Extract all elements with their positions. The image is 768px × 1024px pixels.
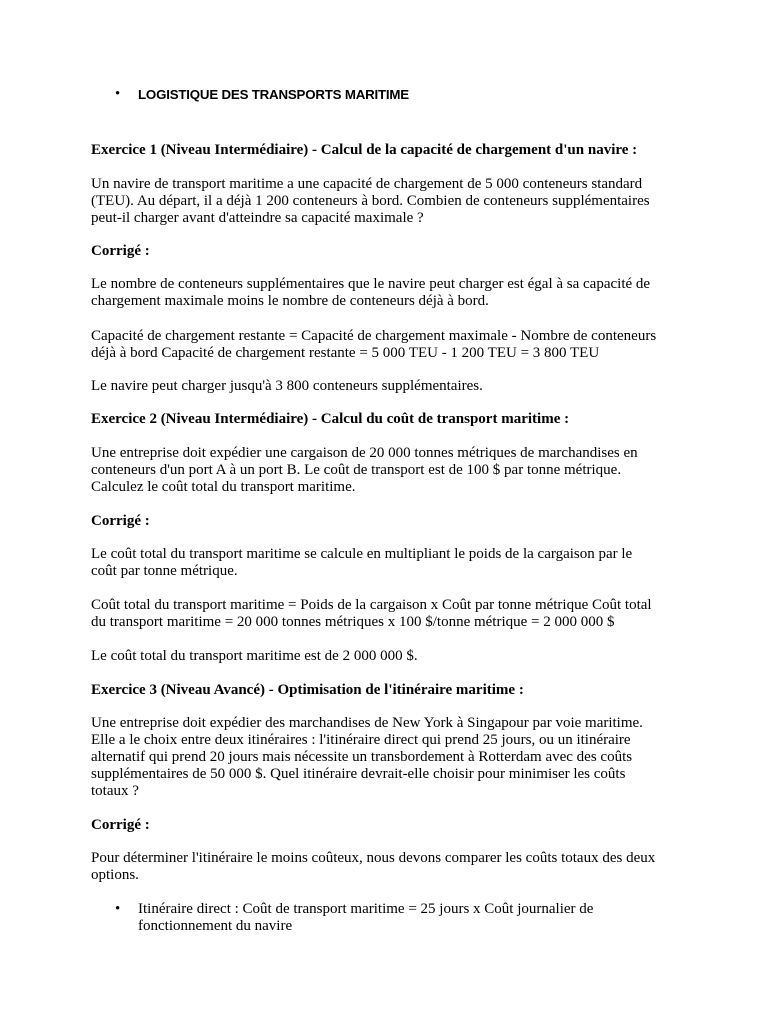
text-line: Le navire peut charger jusqu'à 3 800 conteneurs supplémentaires. xyxy=(91,378,483,394)
exercise-1-solution-paragraph xyxy=(91,328,691,362)
exercise-2-title: Exercice 2 (Niveau Intermédiaire) - Calcul du coût de transport maritime : xyxy=(91,411,570,427)
main-heading: LOGISTIQUE DES TRANSPORTS MARITIME xyxy=(138,87,409,102)
exercise-3-statement xyxy=(91,715,691,800)
bullet-dot: • xyxy=(115,901,121,917)
text-line: du transport maritime = 20 000 tonnes métriques x 100 $/tonne métrique = 2 000 000 $ xyxy=(91,614,615,630)
text-line: Itinéraire direct : Coût de transport maritime = 25 jours x Coût journalier de xyxy=(138,901,594,917)
exercise-2-solution-paragraph xyxy=(91,597,691,631)
text-line: Un navire de transport maritime a une capacité de chargement de 5 000 conteneurs standard xyxy=(91,176,643,192)
bullet-dot: • xyxy=(115,86,121,102)
text-line: conteneurs d'un port A à un port B. Le coût de transport est de 100 $ par tonne métrique. xyxy=(91,462,622,478)
text-line: totaux ? xyxy=(91,783,139,799)
exercise-3-title: Exercice 3 (Niveau Avancé) - Optimisation de l'itinéraire maritime : xyxy=(91,682,524,698)
exercise-3-solution-paragraph xyxy=(91,850,691,884)
text-line: Le coût total du transport maritime est de 2 000 000 $. xyxy=(91,648,418,664)
text-line: Une entreprise doit expédier des marchandises de New York à Singapour par voie maritime. xyxy=(91,715,643,731)
text-line: fonctionnement du navire xyxy=(138,918,293,934)
exercise-2-solution-paragraph xyxy=(91,648,691,665)
text-line: Une entreprise doit expédier une cargaison de 20 000 tonnes métriques de marchandises en xyxy=(91,445,638,461)
exercise-1-solution-paragraph xyxy=(91,378,691,395)
text-line: Le nombre de conteneurs supplémentaires que le navire peut charger est égal à sa capacité de xyxy=(91,276,651,292)
exercise-1-statement xyxy=(91,176,691,227)
exercise-3-corrige-label: Corrigé : xyxy=(91,817,150,833)
text-line: options. xyxy=(91,867,139,883)
text-line: Calculez le coût total du transport maritime. xyxy=(91,479,356,495)
exercise-1-solution-paragraph xyxy=(91,276,691,310)
text-line: (TEU). Au départ, il a déjà 1 200 conteneurs à bord. Combien de conteneurs supplémentaires xyxy=(91,193,650,209)
exercise-2-solution-paragraph xyxy=(91,546,691,580)
exercise-2-statement xyxy=(91,445,691,496)
text-line: supplémentaires de 50 000 $. Quel itinéraire devrait-elle choisir pour minimiser les coûts xyxy=(91,766,626,782)
text-line: chargement maximale moins le nombre de conteneurs déjà à bord. xyxy=(91,293,489,309)
text-line: déjà à bord Capacité de chargement restante = 5 000 TEU - 1 200 TEU = 3 800 TEU xyxy=(91,345,600,361)
exercise-1-corrige-label: Corrigé : xyxy=(91,243,150,259)
text-line: alternatif qui prend 20 jours mais nécessite un transbordement à Rotterdam avec des coûts xyxy=(91,749,633,765)
text-line: peut-il charger avant d'atteindre sa capacité maximale ? xyxy=(91,210,424,226)
text-line: Elle a le choix entre deux itinéraires : l'itinéraire direct qui prend 25 jours, ou un itinéraire xyxy=(91,732,631,748)
text-line: coût par tonne métrique. xyxy=(91,563,238,579)
exercise-2-corrige-label: Corrigé : xyxy=(91,513,150,529)
text-line: Pour déterminer l'itinéraire le moins coûteux, nous devons comparer les coûts totaux des deux xyxy=(91,850,656,866)
exercise-1-title: Exercice 1 (Niveau Intermédiaire) - Calcul de la capacité de chargement d'un navire : xyxy=(91,142,638,158)
text-line: Capacité de chargement restante = Capacité de chargement maximale - Nombre de conteneurs xyxy=(91,328,657,344)
text-line: Coût total du transport maritime = Poids de la cargaison x Coût par tonne métrique Coût total xyxy=(91,597,652,613)
list-item xyxy=(138,901,698,935)
text-line: Le coût total du transport maritime se calcule en multipliant le poids de la cargaison par le xyxy=(91,546,633,562)
